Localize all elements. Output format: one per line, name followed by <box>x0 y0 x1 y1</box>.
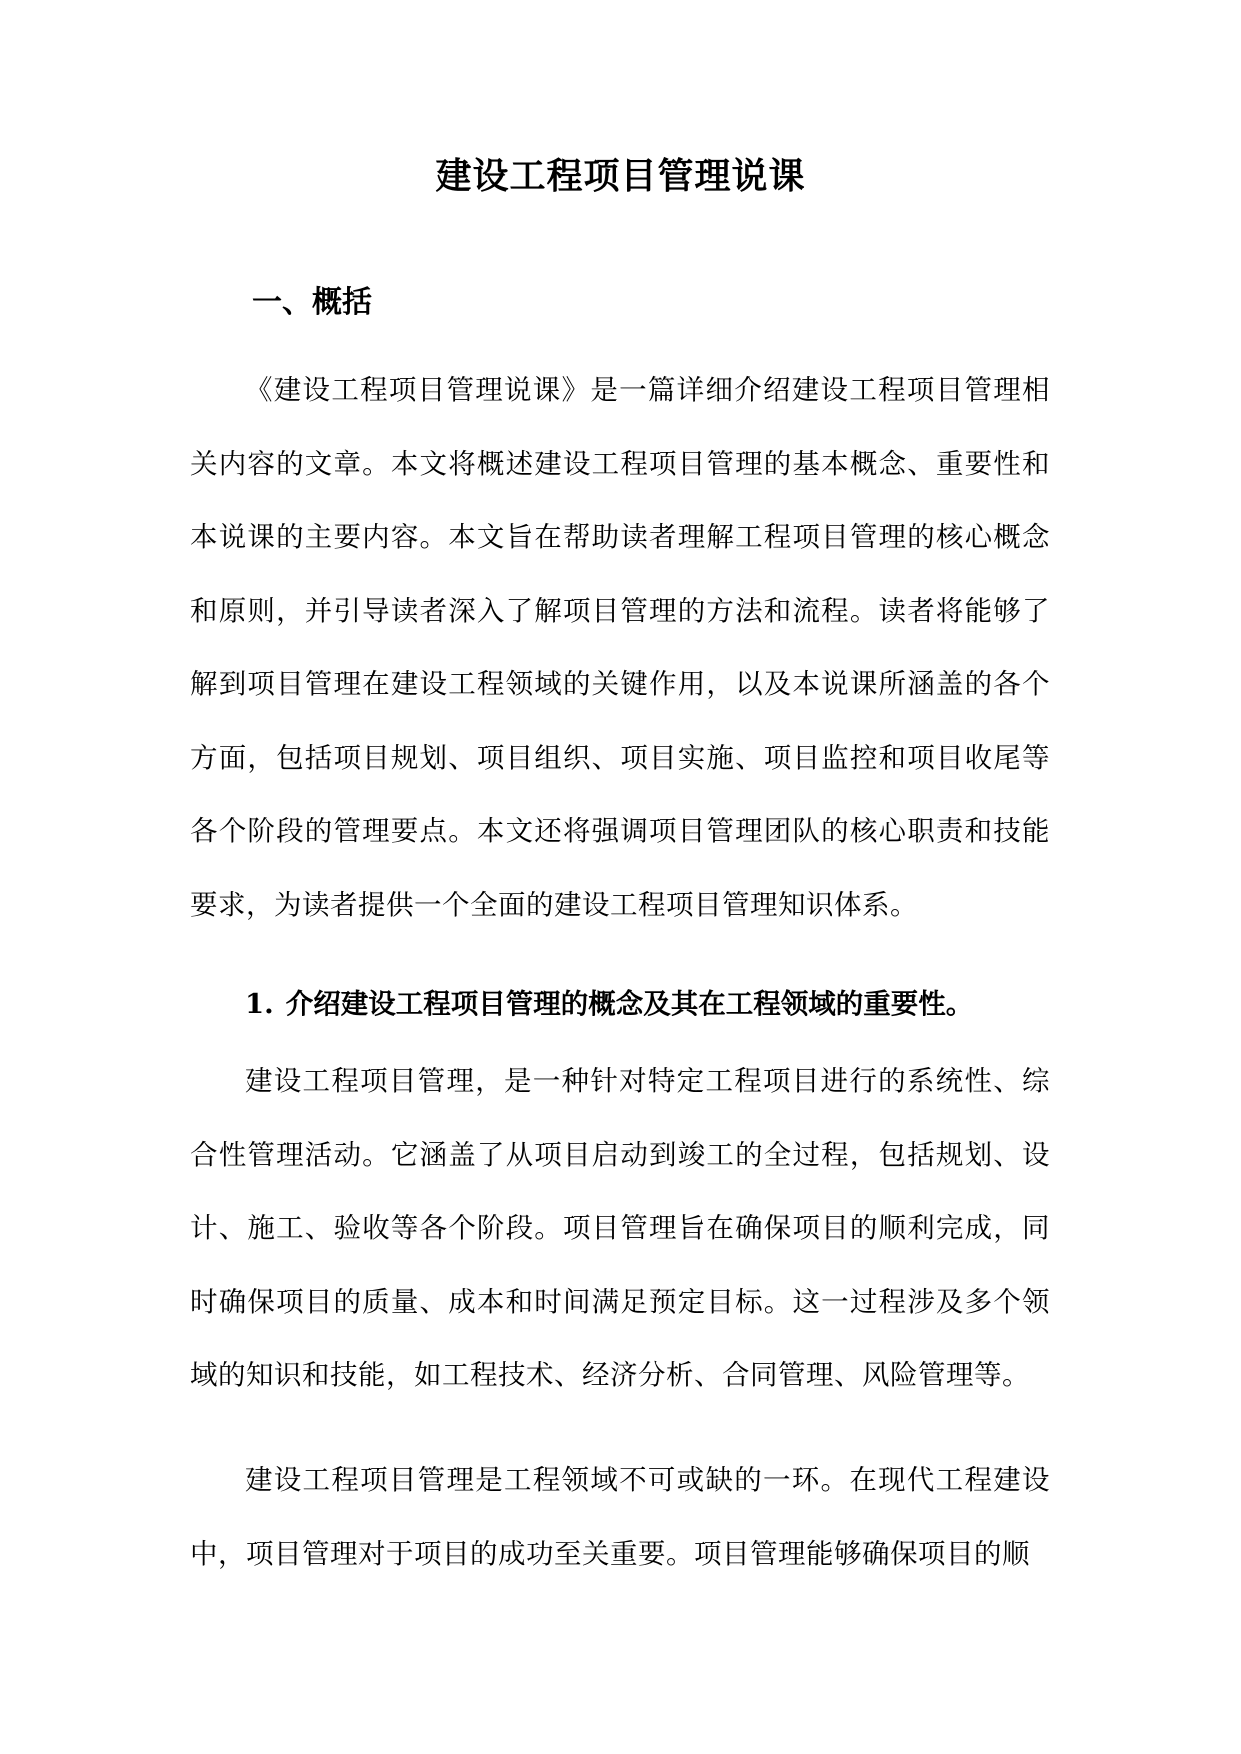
subsection-number: 1. <box>245 988 274 1020</box>
overview-paragraph: 《建设工程项目管理说课》是一篇详细介绍建设工程项目管理相关内容的文章。本文将概述建设工程项目管理的基本概念、重要性和本说课的主要内容。本文旨在帮助读者理解工程项目管理的核心概念和原则，并引导读者深入了解项目管理的方法和流程。读者将能够了解到项目管理在建设工程领域的关键作用，以及本说课所涵盖的各个方面，包括项目规划、项目组织、项目实施、项目监控和项目收尾等各个阶段的管理要点。本文还将强调项目管理团队的核心职责和技能要求，为读者提供一个全面的建设工程项目管理知识体系。 <box>190 374 1050 921</box>
body-paragraph: 建设工程项目管理，是一种针对特定工程项目进行的系统性、综合性管理活动。它涵盖了从项目启动到竣工的全过程，包括规划、设计、施工、验收等各个阶段。项目管理旨在确保项目的顺利完成，同时确保项目的质量、成本和时间满足预定目标。这一过程涉及多个领域的知识和技能，如工程技术、经济分析、合同管理、风险管理等。 <box>190 1065 1050 1391</box>
section-heading-overview: 一、概括 <box>252 285 372 320</box>
subsection-heading-text: 介绍建设工程项目管理的概念及其在工程领域的重要性。 <box>285 988 974 1020</box>
subsection-heading <box>245 982 973 1026</box>
body-paragraph-continued: 建设工程项目管理是工程领域不可或缺的一环。在现代工程建设中，项目管理对于项目的成功至关重要。项目管理能够确保项目的顺 <box>190 1464 1050 1570</box>
document-title: 建设工程项目管理说课 <box>435 155 806 197</box>
